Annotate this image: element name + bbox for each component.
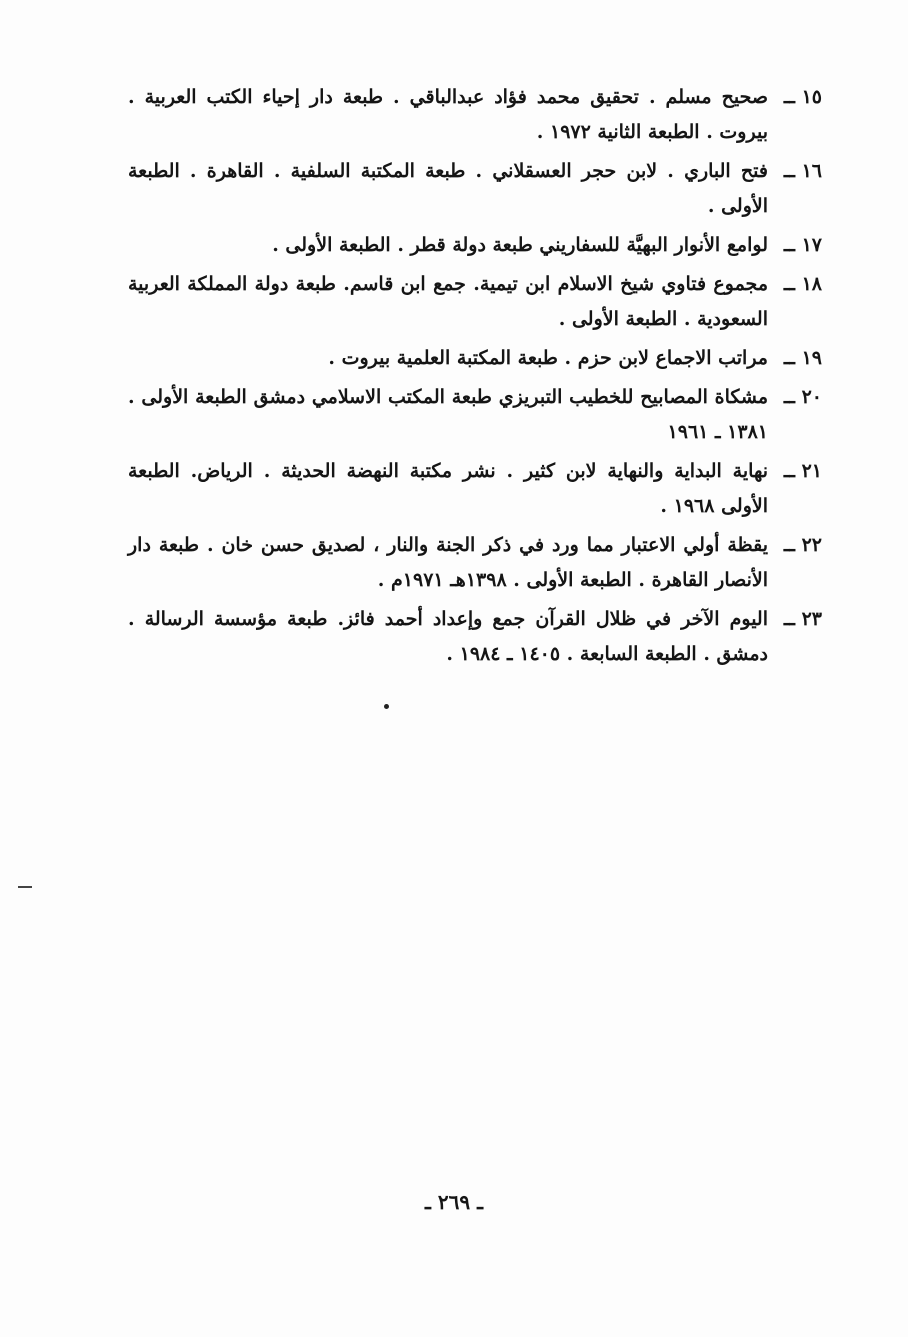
ink-speck [384,704,389,709]
reference-text: يقظة أولي الاعتبار مما ورد في ذكر الجنة والنار ، لصديق حسن خان . طبعة دار الأنصار القاهرة . الطبعة الأولى . ١٣٩٨هـ ١٩٧١م . [128,534,768,591]
reference-number: ٢٣ ــ [783,608,822,630]
margin-mark [18,886,32,888]
page-number: ـ ٢٦٩ ـ [425,1190,483,1214]
reference-item [128,80,822,150]
reference-text: صحيح مسلم . تحقيق محمد فؤاد عبدالباقي . طبعة دار إحياء الكتب العربية . بيروت . الطبعة الثانية ١٩٧٢ . [128,86,768,143]
reference-item [128,380,822,450]
reference-number: ٢١ ــ [783,460,822,482]
reference-number: ١٨ ــ [783,273,822,295]
reference-number: ١٧ ــ [783,234,822,256]
reference-number: ٢٢ ــ [783,534,822,556]
reference-text: نهاية البداية والنهاية لابن كثير . نشر مكتبة النهضة الحديثة . الرياض. الطبعة الأولى ١٩٦٨ . [128,460,768,517]
reference-number: ١٦ ــ [783,160,822,182]
reference-text: مشكاة المصابيح للخطيب التبريزي طبعة المكتب الاسلامي دمشق الطبعة الأولى . ١٣٨١ ـ ١٩٦١ [128,386,768,443]
reference-item [128,267,822,337]
reference-text: مجموع فتاوي شيخ الاسلام ابن تيمية. جمع ابن قاسم. طبعة دولة المملكة العربية السعودية . الطبعة الأولى . [128,273,768,330]
reference-item [128,528,822,598]
reference-item [128,228,822,263]
reference-item [128,341,822,376]
reference-number: ٢٠ ــ [783,386,822,408]
reference-text: اليوم الآخر في ظلال القرآن جمع وإعداد أحمد فائز. طبعة مؤسسة الرسالة . دمشق . الطبعة السابعة . ١٤٠٥ ـ ١٩٨٤ . [128,608,768,665]
reference-number: ١٥ ــ [783,86,822,108]
reference-item [128,154,822,224]
reference-item [128,454,822,524]
reference-text: لوامع الأنوار البهيَّة للسفاريني طبعة دولة قطر . الطبعة الأولى . [272,234,768,256]
reference-text: مراتب الاجماع لابن حزم . طبعة المكتبة العلمية بيروت . [328,347,768,369]
reference-number: ١٩ ــ [783,347,822,369]
reference-item [128,602,822,672]
references-list [128,80,822,676]
reference-text: فتح الباري . لابن حجر العسقلاني . طبعة المكتبة السلفية . القاهرة . الطبعة الأولى . [128,160,768,217]
